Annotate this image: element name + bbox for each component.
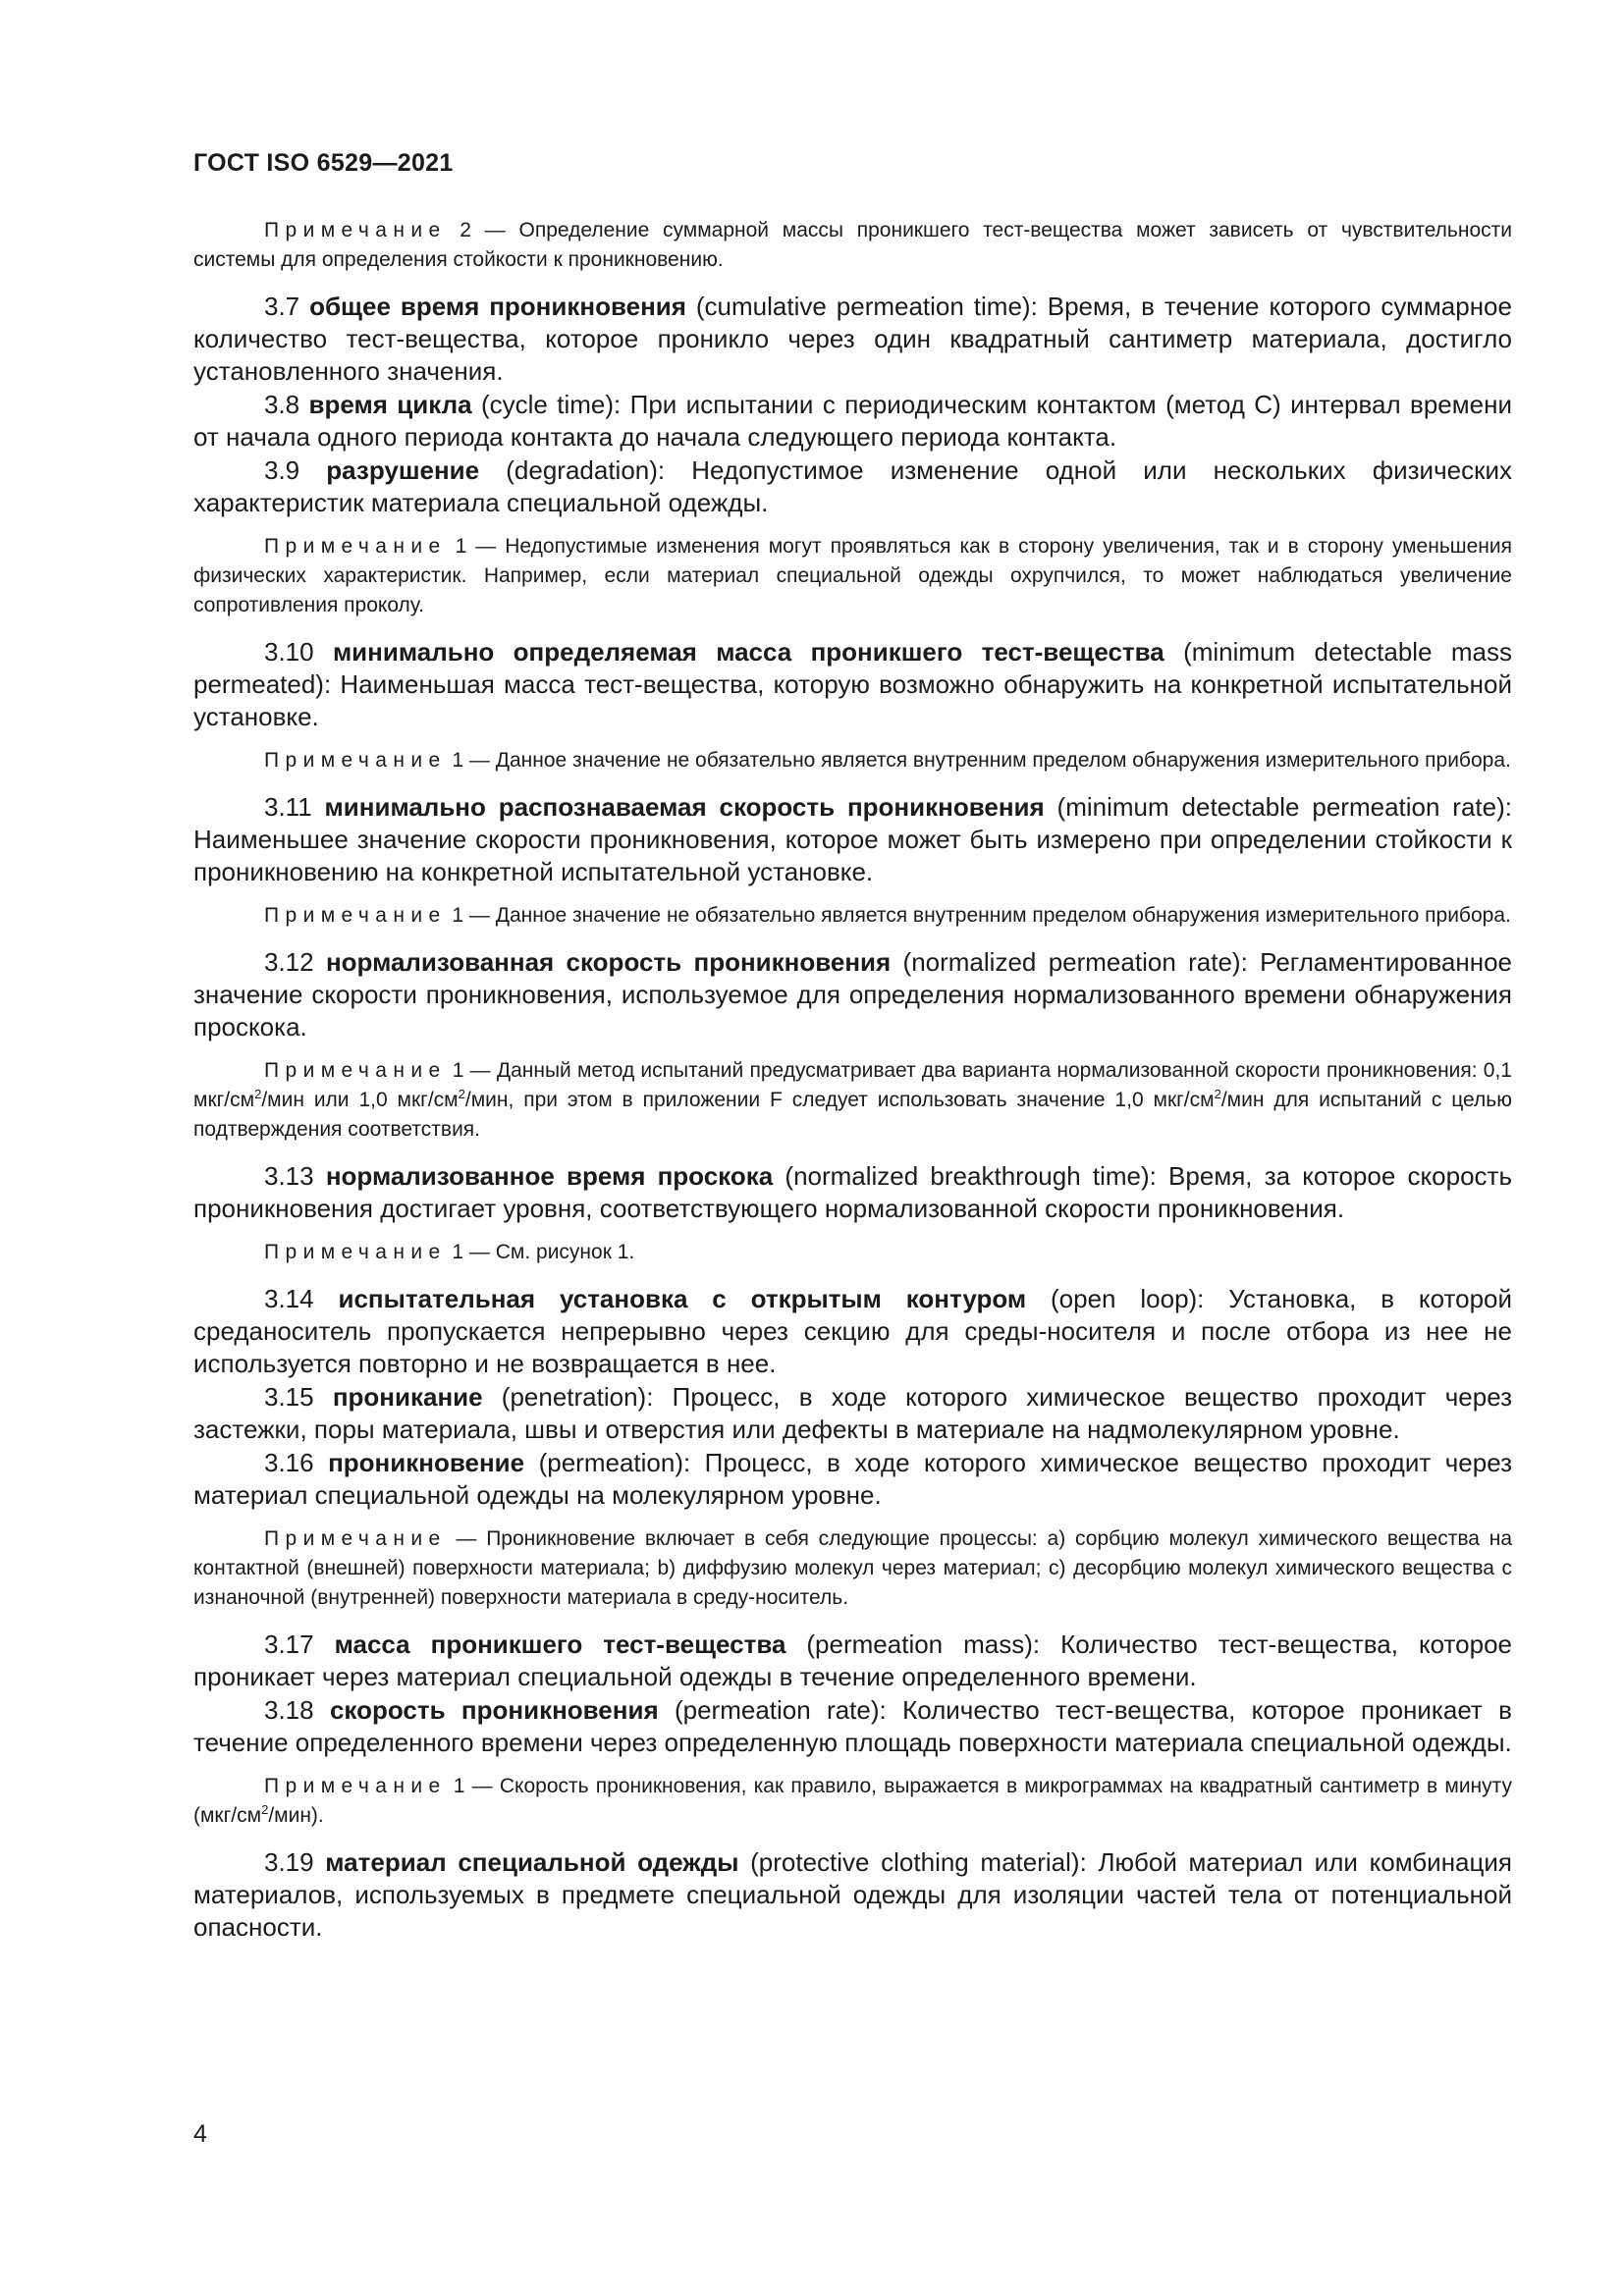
note-3-9-1: Примечание 1 — Недопустимые изменения могут проявляться как в сторону увеличения, так и в сторону уменьшения физических характеристик. Например, если материал специальной одежды охрупчился, то может наблюдаться увеличение сопротивления проколу. xyxy=(193,535,1512,616)
note-3-6-2: Примечание 2 — Определение суммарной массы проникшего тест-вещества может зависеть от чувствительности системы для определения стойкости к проникновению. xyxy=(193,219,1512,271)
definition-3-16: 3.16 проникновение (permeation): Процесс, в ходе которого химическое вещество проходит через материал специальной одежды на молекулярном уровне. xyxy=(193,1448,1513,1510)
note-label: Примечание xyxy=(264,904,447,927)
term: испытательная установка с открытым контуром xyxy=(338,1284,1027,1313)
term: проникание xyxy=(332,1382,483,1412)
definition-3-7: 3.7 общее время проникновения (cumulative permeation time): Время, в течение которого суммарное количество тест-вещества, которое проникло через один квадратный сантиметр материала, достигло установленного значения. xyxy=(193,292,1512,386)
page-content xyxy=(193,216,1512,1945)
note-3-10-1: Примечание 1 — Данное значение не обязательно является внутренним пределом обнаружения измерительного прибора. xyxy=(264,749,1511,772)
term: общее время проникновения xyxy=(309,292,686,321)
term: проникновение xyxy=(328,1448,525,1477)
document-header: ГОСТ ISO 6529—2021 xyxy=(193,149,454,177)
definition-3-13: 3.13 нормализованное время проскока (normalized breakthrough time): Время, за которое скорость проникновения достигает уровня, соответствующего нормализованной скорости проникновения. xyxy=(193,1161,1512,1223)
note-3-11-1: Примечание 1 — Данное значение не обязательно является внутренним пределом обнаружения измерительного прибора. xyxy=(264,904,1511,927)
note-label: Примечание xyxy=(264,535,447,558)
definition-3-11: 3.11 минимально распознаваемая скорость проникновения (minimum detectable permeation rate): Наименьшее значение скорости проникновения, которое может быть измерено при определении стойкости к проникновению на конкретной испытательной установке. xyxy=(193,792,1512,886)
note-3-18-1: Примечание 1 — Скорость проникновения, как правило, выражается в микрограммах на квадратный сантиметр в минуту $(мкг/см^2/мин)$. xyxy=(193,1775,1513,1827)
note-label: Примечание xyxy=(264,1059,447,1082)
note-label: Примечание xyxy=(264,1775,447,1797)
definition-3-8: 3.8 время цикла (cycle time): При испытании с периодическим контактом (метод С) интервал времени от начала одного периода контакта до начала следующего периода контакта. xyxy=(193,390,1512,452)
term: минимально распознаваемая скорость проникновения xyxy=(324,792,1045,822)
term: нормализованная скорость проникновения xyxy=(325,947,892,977)
term: нормализованное время проскока xyxy=(325,1161,774,1191)
note-3-13-1: Примечание 1 — См. рисунок 1. xyxy=(264,1241,635,1263)
note-3-12-1: Примечание 1 — Данный метод испытаний предусматривает два варианта нормализованной скорости проникновения: 0,1 мкг/$см^2$/мин или 1,0 мкг/$см^2$/мин, при этом в приложении F следует использовать значение 1,0 мкг/$см^2$/мин для испытаний с целью подтверждения соответствия. xyxy=(193,1059,1512,1141)
term: скорость проникновения xyxy=(329,1695,659,1725)
term: материал специальной одежды xyxy=(325,1847,739,1877)
definition-3-14: 3.14 испытательная установка с открытым контуром (open loop): Установка, в которой среданоситель пропускается непрерывно через секцию для среды-носителя и после отбора из нее не используется повторно и не возвращается в нее. xyxy=(193,1284,1513,1378)
note-label: Примечание xyxy=(264,749,447,772)
definition-3-19: 3.19 материал специальной одежды (protective clothing material): Любой материал или комбинация материалов, используемых в предмете специальной одежды для изоляции частей тела от потенциальной опасности. xyxy=(193,1847,1513,1942)
term: масса проникшего тест-вещества xyxy=(334,1629,786,1659)
definition-3-18: 3.18 скорость проникновения (permeation rate): Количество тест-вещества, которое проникает в течение определенного времени через определенную площадь поверхности материала специальной одежды. xyxy=(193,1695,1512,1757)
note-label: Примечание xyxy=(264,219,447,241)
term: разрушение xyxy=(326,455,480,485)
term: время цикла xyxy=(308,390,472,419)
note-label: Примечание xyxy=(264,1527,447,1550)
term: минимально определяемая масса проникшего тест-вещества xyxy=(332,637,1164,667)
note-label: Примечание xyxy=(264,1241,447,1263)
definition-3-9: 3.9 разрушение (degradation): Недопустимое изменение одной или нескольких физических характеристик материала специальной одежды. xyxy=(193,455,1512,517)
definition-3-12: 3.12 нормализованная скорость проникновения (normalized permeation rate): Регламентированное значение скорости проникновения, используемое для определения нормализованного времени обнаружения проскока. xyxy=(193,947,1512,1041)
definition-3-10: 3.10 минимально определяемая масса проникшего тест-вещества (minimum detectable mass permeated): Наименьшая масса тест-вещества, которую возможно обнаружить на конкретной испытательной установке. xyxy=(193,637,1512,731)
definition-3-15: 3.15 проникание (penetration): Процесс, в ходе которого химическое вещество проходит через застежки, поры материала, швы и отверстия или дефекты в материале на надмолекулярном уровне. xyxy=(193,1382,1513,1444)
page-number: 4 xyxy=(193,2120,207,2148)
note-3-16: Примечание — Проникновение включает в себя следующие процессы: a) сорбцию молекул химического вещества на контактной (внешней) поверхности материала; b) диффузию молекул через материал; c) десорбцию молекул химического вещества с изнаночной (внутренней) поверхности материала в среду-носитель. xyxy=(193,1527,1513,1609)
definition-3-17: 3.17 масса проникшего тест-вещества (permeation mass): Количество тест-вещества, которое проникает через материал специальной одежды в течение определенного времени. xyxy=(193,1629,1512,1691)
